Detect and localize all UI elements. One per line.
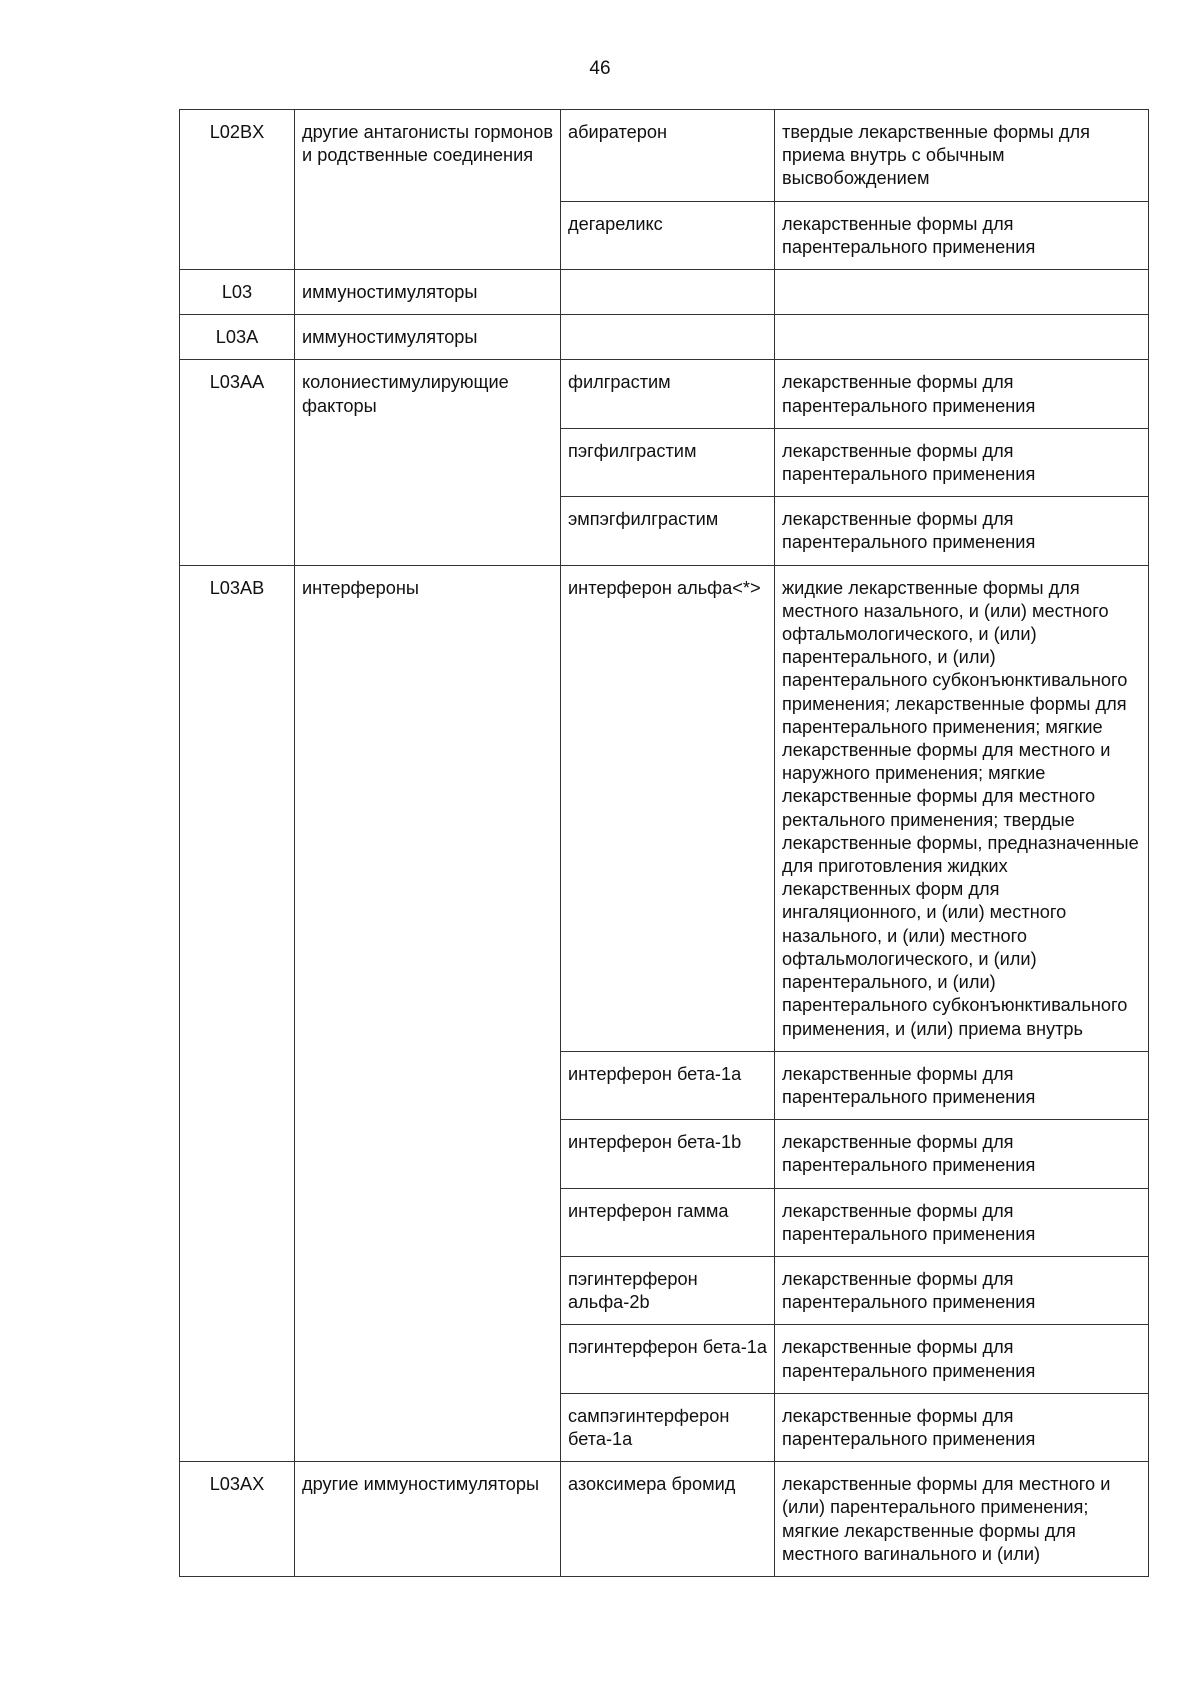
page-number: 46 xyxy=(589,58,611,79)
drug-name: пэгфилграстим xyxy=(561,428,775,496)
drug-name: пэгинтерферон альфа-2b xyxy=(561,1256,775,1324)
atc-code: L03 xyxy=(180,270,295,315)
drug-name: интерферон альфа<*> xyxy=(561,565,775,1051)
atc-group-name: иммуностимуляторы xyxy=(295,270,561,315)
atc-group-name: иммуностимуляторы xyxy=(295,315,561,360)
drug-name: сампэгинтерферон бета-1a xyxy=(561,1393,775,1461)
table-row xyxy=(180,270,1149,315)
atc-code: L02BX xyxy=(180,110,295,270)
atc-code: L03AX xyxy=(180,1462,295,1577)
dosage-form xyxy=(775,315,1149,360)
dosage-form: лекарственные формы для парентерального применения xyxy=(775,1188,1149,1256)
drug-name: эмпэгфилграстим xyxy=(561,497,775,565)
dosage-form: жидкие лекарственные формы для местного назального, и (или) местного офтальмологического, и (или) парентерального, и (или) парентерального субконъюнктивального применения; лекарственные формы для парентерального применения; мягкие лекарственные формы для местного и наружного применения; мягкие лекарственные формы для местного ректального применения; твердые лекарственные формы, предназначенные для приготовления жидких лекарственных форм для ингаляционного, и (или) местного назального, и (или) местного офтальмологического, и (или) парентерального, и (или) парентерального субконъюнктивального применения, и (или) приема внутрь xyxy=(775,565,1149,1051)
drug-name: интерферон бета-1b xyxy=(561,1120,775,1188)
drug-name: интерферон гамма xyxy=(561,1188,775,1256)
drug-name: интерферон бета-1a xyxy=(561,1051,775,1119)
dosage-form: лекарственные формы для парентерального применения xyxy=(775,1393,1149,1461)
dosage-form: лекарственные формы для парентерального применения xyxy=(775,1325,1149,1393)
drug-name xyxy=(561,315,775,360)
atc-group-name: другие антагонисты гормонов и родственные соединения xyxy=(295,110,561,270)
drug-name xyxy=(561,270,775,315)
table-row xyxy=(180,315,1149,360)
dosage-form: лекарственные формы для парентерального применения xyxy=(775,360,1149,428)
atc-code: L03A xyxy=(180,315,295,360)
dosage-form: лекарственные формы для парентерального применения xyxy=(775,201,1149,269)
drug-name: дегареликс xyxy=(561,201,775,269)
drug-table xyxy=(179,109,1149,1577)
dosage-form: твердые лекарственные формы для приема внутрь с обычным высвобождением xyxy=(775,110,1149,202)
atc-group-name: интерфероны xyxy=(295,565,561,1462)
drug-name: пэгинтерферон бета-1a xyxy=(561,1325,775,1393)
dosage-form: лекарственные формы для парентерального применения xyxy=(775,1256,1149,1324)
table-row xyxy=(180,565,1149,1051)
table-row xyxy=(180,110,1149,202)
table-row xyxy=(180,360,1149,428)
dosage-form: лекарственные формы для парентерального применения xyxy=(775,497,1149,565)
dosage-form: лекарственные формы для парентерального применения xyxy=(775,1051,1149,1119)
dosage-form: лекарственные формы для местного и (или) парентерального применения; мягкие лекарственные формы для местного вагинального и (или) xyxy=(775,1462,1149,1577)
drug-name: азоксимера бромид xyxy=(561,1462,775,1577)
atc-group-name: другие иммуностимуляторы xyxy=(295,1462,561,1577)
dosage-form: лекарственные формы для парентерального применения xyxy=(775,428,1149,496)
atc-code: L03AB xyxy=(180,565,295,1462)
dosage-form: лекарственные формы для парентерального применения xyxy=(775,1120,1149,1188)
drug-name: абиратерон xyxy=(561,110,775,202)
atc-code: L03AA xyxy=(180,360,295,565)
table-row xyxy=(180,1462,1149,1577)
dosage-form xyxy=(775,270,1149,315)
atc-group-name: колониестимулирующие факторы xyxy=(295,360,561,565)
drug-name: филграстим xyxy=(561,360,775,428)
